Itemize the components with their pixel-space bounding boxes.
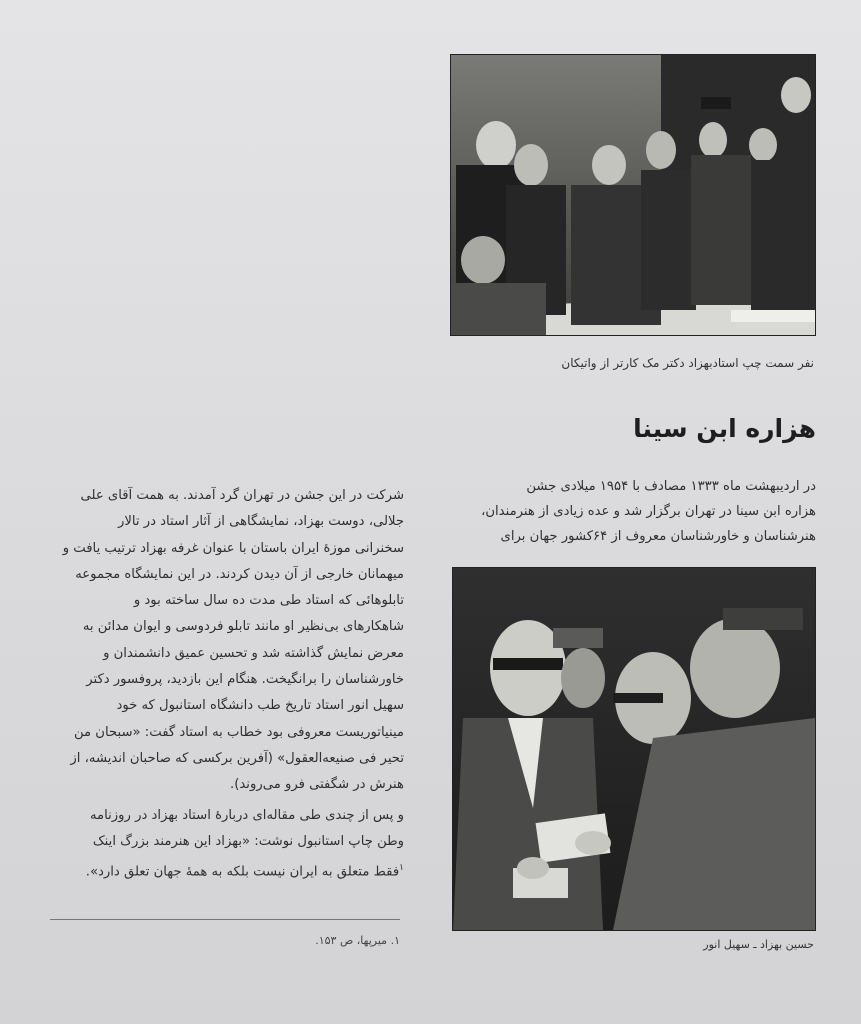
left-column-text (48, 483, 404, 886)
text-line: و پس از چندی طی مقاله‌ای دربارهٔ استاد بهزاد در روزنامه (89, 807, 404, 823)
text-line: سخنرانی موزهٔ ایران باستان با عنوان غرفه بهزاد ترتیب یافت و (62, 540, 404, 556)
text-line: در اردیبهشت ماه ۱۳۳۳ مصادف با ۱۹۵۴ میلادی جشن (526, 479, 816, 494)
text-line: خاورشناسان را برانگیخت. هنگام این بازدید، پروفسور دکتر (86, 672, 404, 688)
bottom-photograph (453, 568, 815, 930)
text-line (48, 855, 404, 886)
footnote-divider (50, 919, 400, 920)
paragraph-2 (48, 803, 404, 886)
text-line: میهمانان خارجی از آن دیدن کردند. در این نمایشگاه مجموعه (75, 566, 404, 582)
text-line: تحیر فی صنیعه‌العقول» (آفرین برکسی که صاحبان اندیشه، از (70, 750, 404, 766)
text-line: معرض نمایش گذاشته شد و تحسین عمیق دانشمندان و (103, 645, 404, 661)
text-line: شرکت در این جشن در تهران گرد آمدند. به همت آقای علی (80, 488, 404, 503)
right-column-text (450, 474, 816, 549)
section-heading: هزاره ابن سینا (633, 414, 816, 443)
text-line: سهیل انور استاد تاریخ طب دانشگاه استانبول که خود (116, 698, 404, 714)
text-line: هنرشناسان و خاورشناسان معروف از ۶۴کشور جهان برای (500, 529, 816, 544)
text-line: وطن چاپ استانبول نوشت: «بهزاد این هنرمند بزرگ اینک (92, 833, 404, 849)
top-photo-caption: نفر سمت چپ استادبهزاد دکتر مک کارتر از واتیکان (561, 356, 814, 370)
footnote: ۱. میرپها، ص ۱۵۳. (315, 934, 400, 947)
text-line: تابلوهائی که استاد طی مدت ده سال ساخته بود و (133, 593, 404, 609)
text-line: هزاره ابن سینا در تهران برگزار شد و عده زیادی از هنرمندان، (481, 504, 816, 519)
text-line-content: فقط متعلق به ایران نیست بلکه به همهٔ جهان تعلق دارد». (85, 864, 400, 880)
bottom-photo-caption: حسین بهزاد ـ سهیل انور (703, 938, 814, 951)
text-line: مینیاتوریست معروفی بود خطاب به استاد گفت: «سبحان من (74, 724, 404, 740)
footnote-marker: ۱ (399, 863, 404, 874)
paragraph-1 (48, 483, 404, 799)
text-line: جلالی، دوست بهزاد، نمایشگاهی از آثار استاد در تالار (117, 514, 404, 530)
top-photograph (451, 55, 815, 335)
text-line: هنرش در شگفتی فرو می‌روند). (230, 777, 404, 793)
text-line: شاهکارهای بی‌نظیر او مانند تابلو فردوسی و ایوان مدائن به (82, 619, 404, 635)
